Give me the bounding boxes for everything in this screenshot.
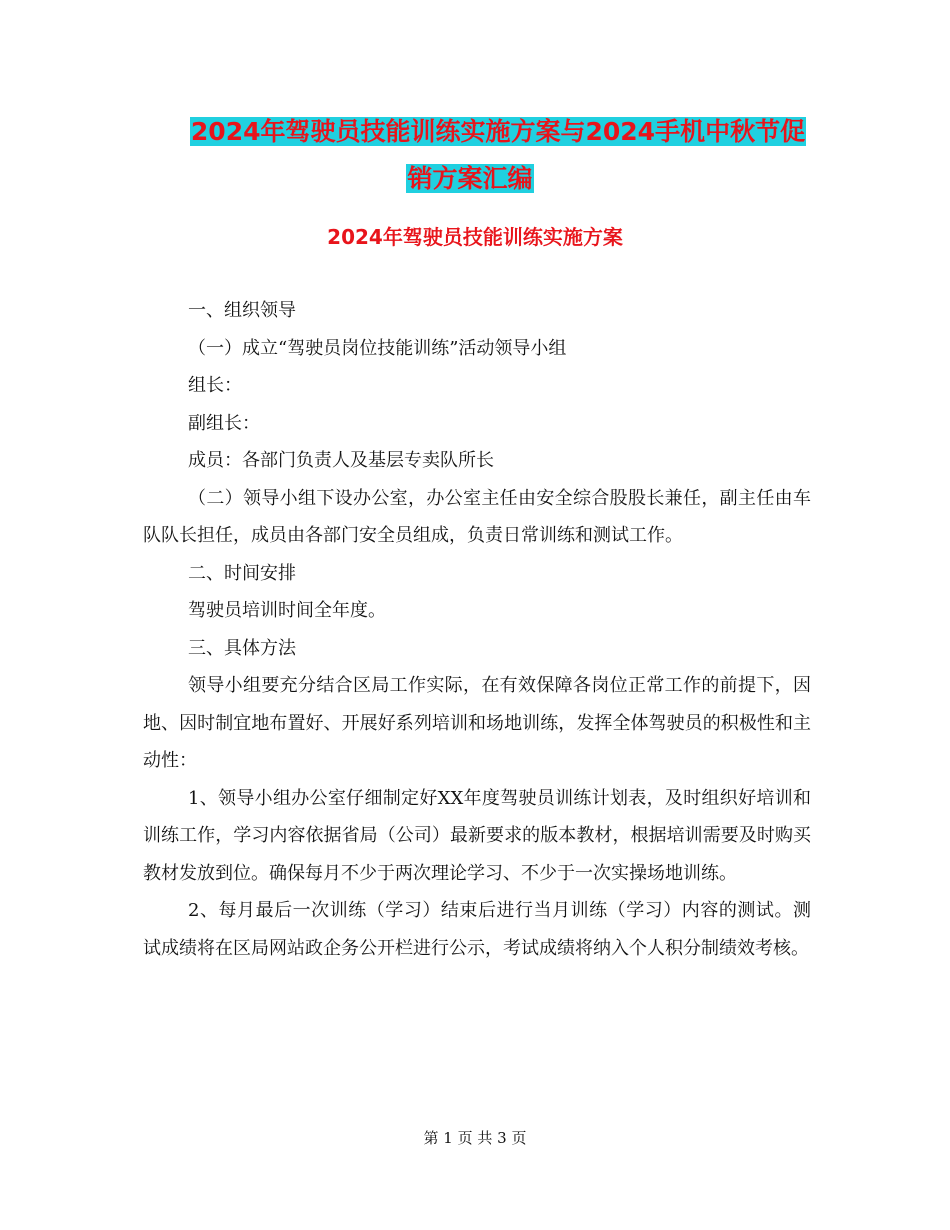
paragraph-group-leader: 组长：: [188, 375, 242, 396]
paragraph-leading-group: （一）成立“驾驶员岗位技能训练”活动领导小组: [188, 337, 567, 359]
document-body: [143, 292, 811, 967]
paragraph-deputy-leader: 副组长：: [188, 412, 260, 434]
paragraph-method-1: 1、领导小组办公室仔细制定好XX年度驾驶员训练计划表，及时组织好培训和训练工作，学习内容依据省局（公司）最新要求的版本教材，根据培训需要及时购买教材发放到位。确保每月不少于两次理论学习、不少于一次实操场地训练。: [143, 787, 811, 884]
paragraph-methods-intro: 领导小组要充分结合区局工作实际，在有效保障各岗位正常工作的前提下，因地、因时制宜地布置好、开展好系列培训和场地训练，发挥全体驾驶员的积极性和主动性：: [143, 675, 811, 771]
heading-methods: 三、具体方法: [188, 637, 296, 659]
page-footer: 第 1 页 共 3 页: [423, 1129, 527, 1147]
document-title-line2: 销方案汇编: [407, 164, 533, 193]
paragraph-method-2: 2、每月最后一次训练（学习）结束后进行当月训练（学习）内容的测试。测试成绩将在区局网站政企务公开栏进行公示，考试成绩将纳入个人积分制绩效考核。: [143, 900, 811, 959]
document-title-line1: 2024年驾驶员技能训练实施方案与2024手机中秋节促: [190, 117, 806, 146]
paragraph-office: （二）领导小组下设办公室，办公室主任由安全综合股股长兼任，副主任由车队队长担任，成员由各部门安全员组成，负责日常训练和测试工作。: [143, 487, 811, 546]
paragraph-schedule: 驾驶员培训时间全年度。: [188, 600, 386, 621]
paragraph-members: 成员：各部门负责人及基层专卖队所长: [188, 450, 494, 471]
section-title: 2024年驾驶员技能训练实施方案: [327, 225, 623, 249]
document-title: [0, 108, 950, 202]
heading-schedule: 二、时间安排: [188, 562, 296, 584]
heading-organization: 一、组织领导: [188, 300, 296, 321]
